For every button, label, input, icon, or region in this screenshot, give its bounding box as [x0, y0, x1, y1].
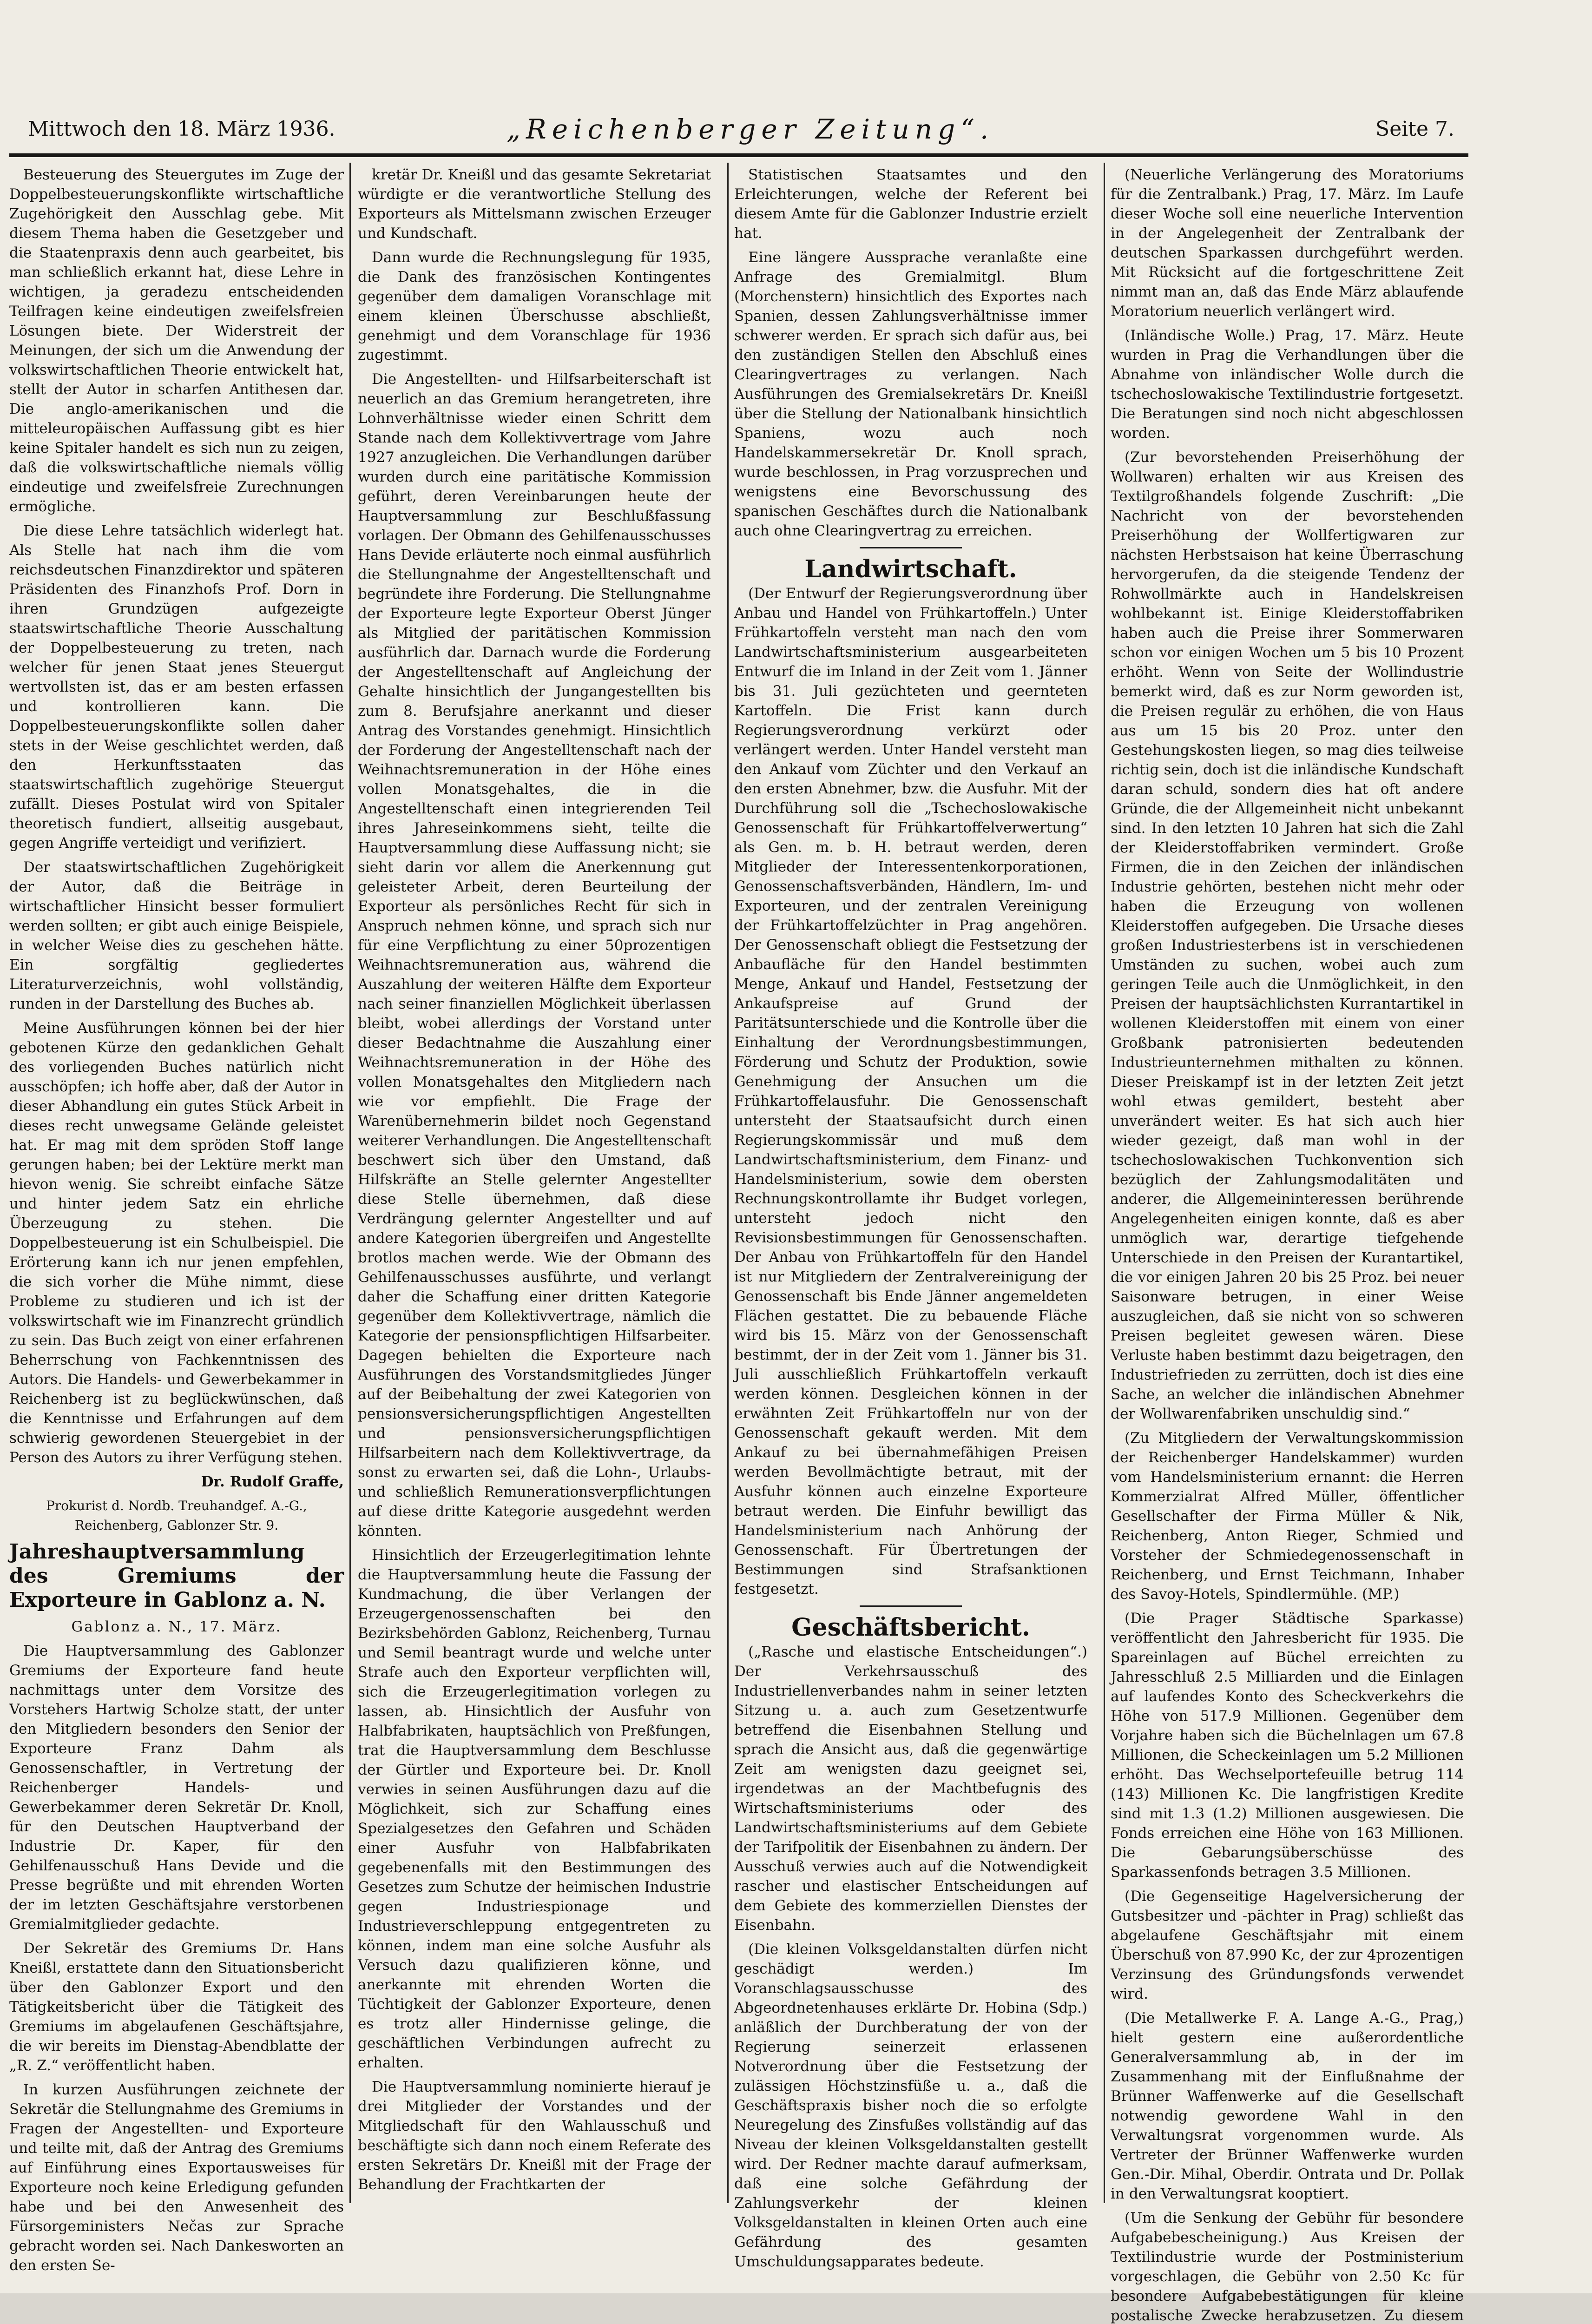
article-paragraph: Statistischen Staatsamtes und den Erleichterungen, welche der Referent bei diesem Amte für die Gablonzer Industrie erzielt hat. [734, 166, 1087, 242]
header-rule [9, 153, 1468, 157]
article-dateline: Gablonz a. N., 17. März. [71, 1618, 282, 1635]
author-affiliation: Prokurist d. Nordb. Treuhandgef. A.-G., Reichenberg, Gablonzer Str. 9. [46, 1498, 307, 1533]
column-3 [734, 165, 1087, 2270]
article-paragraph: (Die Metallwerke F. A. Lange A.-G., Prag,) hielt gestern eine außerordentliche Generalversammlung ab, in der im Zusammenhang mit der Einflußnahme der Brünner Waffenwerke auf die Gesellschaft notwendig gewordene Wahl in den Verwaltungsrat vorgenommen wurde. Als Vertreter der Brünner Waffenwerke wurden Gen.-Dir. Mihal, Oberdir. Ontrata und Dr. Pollak in den Verwaltungsrat kooptiert. [1111, 2010, 1464, 2202]
article-headline: Jahreshauptversammlung des Gremiums der Exporteure in Gablonz a. N. [9, 1540, 344, 1612]
column-2 [358, 165, 711, 2201]
article-paragraph: (Um die Senkung der Gebühr für besondere Aufgabebescheinigung.) Aus Kreisen der Textilindustrie wurde der Postministerium vorgeschlagen, die Gebühr von 2.50 Kc für besondere Aufgabebestätigungen für kleine postalische Zwecke herabzusetzen. Zu diesem [1111, 2210, 1464, 2324]
article-paragraph: Eine längere Aussprache veranlaßte eine Anfrage des Gremialmitgl. Blum (Morchenstern) hinsichtlich des Exportes nach Spanien, dessen Zahlungsverhältnisse immer schwerer werden. Er sprach sich dafür aus, bei den zuständigen Stellen den Abschluß eines Clearingvertrages zu verlangen. Nach Ausführungen des Gremialsekretärs Dr. Kneißl über die Stellung der Nationalbank hinsichtlich Spaniens, wozu auch noch Handelskammersekretär Dr. Knoll sprach, wurde beschlossen, in Prag vorzusprechen und wenigstens eine Bevorschussung des spanischen Geschäftes durch die Nationalbank auch ohne Clearingvertrag zu erreichen. [734, 249, 1087, 539]
author-signature: Dr. Rudolf Graffe, [201, 1473, 344, 1490]
article-paragraph: (Der Entwurf der Regierungsverordnung über Anbau und Handel von Frühkartoffeln.) Unter Frühkartoffeln versteht man nach den vom Landwirtschaftsministerium ausgearbeiteten Entwurf die im Inland in der Zeit vom 1. Jänner bis 31. Juli gezüchteten und geernteten Kartoffeln. Die Frist kann durch Regierungsverordnung verkürzt oder verlängert werden. Unter Handel versteht man den Ankauf vom Züchter und den Verkauf an den ersten Abnehmer, bzw. die Ausfuhr. Mit der Durchführung soll die „Tschechoslowakische Genossenschaft für Frühkartoffelverwertung“ als Gen. m. b. H. betraut werden, deren Mitglieder der Interessentenkorporationen, Genossenschaftsverbänden, Händlern, Im- und Exporteuren, und der zentralen Vereinigung der Frühkartoffelzüchter in Prag angehören. Der Genossenschaft obliegt die Festsetzung der Anbaufläche für den Handel bestimmten Menge, Ankauf und Handel, Festsetzung der Ankaufspreise auf Grund der Paritätsunterschiede und die Kontrolle über die Einhaltung der Verordnungsbestimmungen, Förderung und Schutz der Produktion, sowie Genehmigung der Ansuchen um die Frühkartoffelausfuhr. Die Genossenschaft untersteht der Staatsaufsicht durch einen Regierungskommissär und muß dem Landwirtschaftsministerium, dem Finanz- und Handelsministerium, sowie dem obersten Rechnungskontrollamte ihr Budget vorlegen, untersteht jedoch nicht den Revisionsbestimmungen für Genossenschaften. Der Anbau von Frühkartoffeln für den Handel ist nur Mitgliedern der Zentralvereinigung der Genossenschaft bis Ende Jänner angemeldeten Flächen gestattet. Die zu bebauende Fläche wird bis 15. März von der Genossenschaft bestimmt, der in der Zeit vom 1. Jänner bis 31. Juli ausschließlich Frühkartoffeln verkauft werden können. Desgleichen können in der erwähnten Zeit Frühkartoffeln nur von der Genossenschaft gekauft werden. Mit dem Ankauf zu bei übernahmefähigen Preisen werden Bevollmächtigte betraut, mit der Ausfuhr können auch einzelne Exporteure betraut werden. Die Einfuhr bewilligt das Handelsministerium nach Anhörung der Genossenschaft. Für Übertretungen der Bestimmungen sind Strafsanktionen festgesetzt. [734, 585, 1087, 1598]
article-paragraph: In kurzen Ausführungen zeichnete der Sekretär die Stellungnahme des Gremiums in Fragen der Angestellten- und Exporteure und teilte mit, daß der Antrag des Gremiums auf Einführung eines Exportausweises für Exporteure noch keine Erledigung gefunden habe und bei den Anwesenheit des Fürsorgeministers Nečas zur Sprache gebracht worden sei. Nach Dankesworten an den ersten Se- [9, 2081, 344, 2274]
section-heading-landwirtschaft: Landwirtschaft. [804, 555, 1017, 583]
article-paragraph: (Inländische Wolle.) Prag, 17. März. Heute wurden in Prag die Verhandlungen über die Abnahme von inländischer Wolle durch die tschechoslowakische Textilindustrie fortgesetzt. Die Beratungen sind noch nicht abgeschlossen worden. [1111, 327, 1464, 442]
article-paragraph: Meine Ausführungen können bei der hier gebotenen Kürze den gedanklichen Gehalt des vorliegenden Buches natürlich nicht ausschöpfen; ich hoffe aber, daß der Autor in dieser Abhandlung ein gutes Stück Arbeit in dieses recht unwegsame Gelände geleistet hat. Er mag mit dem spröden Stoff lange gerungen haben; bei der Lektüre merkt man hievon wenig. Sie schreibt einfache Sätze und hinter jedem Satz ein ehrliche Überzeugung zu stehen. Die Doppelbesteuerung ist ein Schulbeispiel. Die Erörterung kann ich nur jenen empfehlen, die sich vorher die Mühe nimmt, diese Probleme zu studieren und ich ist der volkswirtschaft wie im Finanzrecht gründlich zu sein. Das Buch zeigt von einer erfahrenen Beherrschung von Fachkenntnissen des Autors. Die Handels- und Gewerbekammer in Reichenberg ist zu beglückwünschen, daß die Kenntnisse und Erfahrungen auf dem schwierig gewordenen Steuergebiet in der Person des Autors zu ihrer Verfügung stehen. [9, 1020, 344, 1466]
article-paragraph: Hinsichtlich der Erzeugerlegitimation lehnte die Hauptversammlung heute die Fassung der Kundmachung, die über Verlangen der Erzeugergenossenschaften bei den Bezirksbehörden Gablonz, Reichenberg, Turnau und Semil beantragt wurde und welche unter Strafe auch den Exporteur verpflichten will, sich die Erzeugerlegitimation vorlegen zu lassen, ab. Hinsichtlich der Ausfuhr von Halbfabrikaten, hauptsächlich von Preßfungen, trat die Hauptversammlung dem Beschlusse der Gürtler und Exporteure bei. Dr. Knoll verwies in seinen Ausführungen dazu auf die Möglichkeit, sich zur Schaffung eines Spezialgesetzes den Gefahren und Schäden einer Ausfuhr von Halbfabrikaten gegebenenfalls mit den Bestimmungen des Gesetzes zum Schutze der heimischen Industrie gegen Industriespionage und Industrieverschleppung entgegentreten zu können, indem man eine solche Ausfuhr als Versuch dazu qualifizieren könne, und anerkannte mit ehrenden Worten die Tüchtigkeit der Gablonzer Exporteure, denen es trotz aller Hindernisse gelinge, die geschäftlichen Verbindungen aufrecht zu erhalten. [358, 1547, 711, 2071]
page-number: Seite 7. [1375, 117, 1454, 141]
article-paragraph: Die Hauptversammlung des Gablonzer Gremiums der Exporteure fand heute nachmittags unter dem Vorsitze des Vorstehers Hartwig Scholze statt, der unter den Mitgliedern besonders den Senior der Exporteure Franz Dahm als Genossenschaftler, in Vertretung der Reichenberger Handels- und Gewerbekammer deren Sekretär Dr. Knoll, für den Deutschen Hauptverband der Industrie Dr. Kaper, für den Gehilfenausschuß Hans Devide und die Presse begrüßte und mit ehrenden Worten der im letzten Geschäftsjahre verstorbenen Gremialmitglieder gedachte. [9, 1643, 344, 1933]
article-paragraph: (Die Prager Städtische Sparkasse) veröffentlicht den Jahresbericht für 1935. Die Spareinlagen auf Büchel erreichten zu Jahresschluß 2.5 Milliarden und die Einlagen auf laufendes Konto des Scheckverkehrs die Höhe von 517.9 Millionen. Gegenüber dem Vorjahre haben sich die Büchelnlagen um 67.8 Millionen, die Scheckeinlagen um 5.2 Millionen erhöht. Das Wechselportefeuille betrug 114 (143) Millionen Kc. Die langfristigen Kredite sind mit 1.3 (1.2) Millionen ausgewiesen. Die Fonds erreichen eine Höhe von 163 Millionen. Die Gebarungsüberschüsse des Sparkassenfonds betragen 3.5 Millionen. [1111, 1610, 1464, 1881]
article-paragraph: Dann wurde die Rechnungslegung für 1935, die Dank des französischen Kontingentes gegenüber dem damaligen Voranschlage mit einem kleinen Überschusse abschließt, genehmigt und dem Voranschlage für 1936 zugestimmt. [358, 249, 711, 363]
article-paragraph: Die Angestellten- und Hilfsarbeiterschaft ist neuerlich an das Gremium herangetreten, ihre Lohnverhältnisse wieder einen Schritt dem Stande nach dem Kollektivvertrage vom Jahre 1927 anzugleichen. Die Verhandlungen darüber wurden durch eine paritätische Kommission geführt, deren Vereinbarungen heute der Hauptversammlung zur Beschlußfassung vorlagen. Der Obmann des Gehilfenausschusses Hans Devide erläuterte noch einmal ausführlich die Stellungnahme der Angestelltenschaft und begründete ihre Forderung. Die Stellungnahme der Exporteure legte Exporteur Oberst Jünger als Mitglied der paritätischen Kommission ausführlich dar. Darnach wurde die Forderung der Angestelltenschaft auf Angleichung der Gehalte hinsichtlich der Jungangestellten bis zum 8. Berufsjahre anerkannt und dieser Antrag des Vorstandes genehmigt. Hinsichtlich der Forderung der Angestelltenschaft nach der Weihnachtsremuneration in der Höhe eines vollen Monatsgehaltes, die in die Angestelltenschaft einen integrierenden Teil ihres Jahreseinkommens sieht, teilte die Hauptversammlung diese Auffassung nicht; sie sieht darin vor allem die Anerkennung gut geleisteter Arbeit, deren Beurteilung der Exporteur als persönliches Recht für sich in Anspruch nehmen könne, und sprach sich nur für eine Verpflichtung zu einer 50prozentigen Weihnachtsremuneration aus, während die Auszahlung der weiteren Hälfte dem Exporteur nach seiner finanziellen Möglichkeit überlassen bleibt, wobei allerdings der Vorstand unter dieser Bedachtnahme die Auszahlung einer Weihnachtsremuneration in der Höhe des vollen Monatsgehaltes den Mitgliedern nach wie vor empfiehlt. Die Frage der Warenübernehmerin bildet noch Gegenstand weiterer Verhandlungen. Die Angestelltenschaft beschwert sich über den Umstand, daß Hilfskräfte an Stelle gelernter Angestellter diese Stelle übernehmen, daß diese Verdrängung gelernter Angestellter und auf andere Kategorien übergreifen und Angestellte brotlos machen werde. Wie der Obmann des Gehilfenausschusses ausführte, und verlangt daher die Schaffung einer dritten Kategorie gegenüber dem Kollektivvertrage, nämlich die Kategorie der pensionspflichtigen Hilfsarbeiter. Dagegen behielten die Exporteure nach Ausführungen des Vorstandsmitgliedes Jünger auf der Beibehaltung der zwei Kategorien von pensionsversicherungspflichtigen Angestellten und pensionsversicherungspflichtigen Hilfsarbeitern nach dem Kollektivvertrage, da sonst zu erwarten sei, daß die Lohn-, Urlaubs- und schließlich Remunerationsverpflichtungen auf diese dritte Kategorie ausgedehnt werden könnten. [358, 371, 711, 1539]
article-paragraph: Die diese Lehre tatsächlich widerlegt hat. Als Stelle hat nach ihm die vom reichsdeutschen Finanzdirektor und späteren Präsidenten des Finanzhofs Prof. Dorn in ihren Grundzügen aufgezeigte staatswirtschaftliche Theorie Ausschaltung der Doppelbesteuerung zu treten, nach welcher für jenen Staat jenes Steuergut wertvollsten ist, das er am besten erfassen und kontrollieren kann. Die Doppelbesteuerungskonflikte sollen daher stets in der Weise geschlichtet werden, daß den Herkunftsstaaten das staatswirtschaftlich zugehörige Steuergut zufällt. Dieses Postulat wird von Spitaler theoretisch fundiert, allseitig ausgebaut, gegen Angriffe verteidigt und verifiziert. [9, 522, 344, 852]
article-paragraph: (Neuerliche Verlängerung des Moratoriums für die Zentralbank.) Prag, 17. März. Im Laufe dieser Woche soll eine neuerliche Intervention in der Angelegenheit der Zentralbank der deutschen Sparkassen durchgeführt werden. Mit Rücksicht auf die fortgeschrittene Zeit nimmt man an, daß das Ende März ablaufende Moratorium neuerlich verlängert wird. [1111, 166, 1464, 320]
article-paragraph: (Die kleinen Volksgeldanstalten dürfen nicht geschädigt werden.) Im Voranschlagsausschusse des Abgeordnetenhauses erklärte Dr. Hobina (Sdp.) anläßlich der Durchberatung der von der Regierung seinerzeit erlassenen Notverordnung über die Festsetzung der zulässigen Höchstzinsfüße u. a., daß die Geschäftspraxis bisher noch die so erfolgte Neuregelung des Zinsfußes vollständig auf das Niveau der kleinen Volksgeldanstalten gestellt wird. Der Redner machte darauf aufmerksam, daß eine solche Gefährdung der Zahlungsverkehr der kleinen Volksgeldanstalten in kleinen Orten auch eine Gefährdung des gesamten Umschuldungsapparates bedeute. [734, 1941, 1087, 2270]
newspaper-title: „Reichenberger Zeitung“. [507, 113, 994, 145]
article-paragraph: Der Sekretär des Gremiums Dr. Hans Kneißl, erstattete dann den Situationsbericht über den Gablonzer Export und den Tätigkeitsbericht über die Tätigkeit des Gremiums im abgelaufenen Geschäftsjahre, die wir bereits im Dienstag-Abendblatte der „R. Z.“ veröffentlicht haben. [9, 1940, 344, 2074]
article-paragraph: („Rasche und elastische Entscheidungen“.) Der Verkehrsausschuß des Industriellenverbandes nahm in seiner letzten Sitzung u. a. auch zum Gesetzentwurfe betreffend die Eisenbahnen Stellung und sprach die Ansicht aus, daß die gegenwärtige Zeit am wenigsten dazu geeignet sei, irgendetwas an der Machtbefugnis des Wirtschaftsministeriums oder des Landwirtschaftsministeriums auf dem Gebiete der Tarifpolitik der Eisenbahnen zu ändern. Der Ausschuß verwies auch auf die Notwendigkeit rascher und elastischer Entscheidungen auf dem Gebiete des kommerziellen Dienstes der Eisenbahn. [734, 1644, 1087, 1934]
column-divider [1104, 163, 1105, 2203]
article-paragraph: (Die Gegenseitige Hagelversicherung der Gutsbesitzer und -pächter in Prag) schließt das abgelaufene Geschäftsjahr mit einem Überschuß von 87.990 Kc, der zur 4prozentigen Verzinsung des Gründungsfonds verwendet wird. [1111, 1888, 1464, 2002]
page-header [14, 111, 1459, 152]
column-1 [9, 165, 344, 2274]
section-rule [860, 1605, 962, 1607]
article-paragraph: Besteuerung des Steuergutes im Zuge der Doppelbesteuerungskonflikte wirtschaftliche Zugehörigkeit den Ausschlag gebe. Mit diesem Thema haben die Gesetzgeber und die Staatenpraxis denn auch gearbeitet, bis man schließlich erkannt hat, diese Lehre in wichtigen, ja geradezu entscheidenden Teilfragen keine eindeutigen zweifelsfreien Lösungen biete. Der Widerstreit der Meinungen, der sich um die Anwendung der volkswirtschaftlichen Theorie entwickelt hat, stellt der Autor in scharfen Antithesen dar. Die anglo-amerikanischen und die mitteleuropäischen Auffassung gibt es hier keine Spitaler handelt es sich nun zu zeigen, daß die volkswirtschaftliche niemals völlig eindeutige und zweifelsfreie Zurechnungen ermögliche. [9, 166, 344, 515]
article-paragraph: kretär Dr. Kneißl und das gesamte Sekretariat würdigte er die verantwortliche Stellung des Exporteurs als Mittelsmann zwischen Erzeuger und Kundschaft. [358, 166, 711, 242]
column-divider [727, 163, 729, 2203]
article-paragraph: Die Hauptversammlung nominierte hierauf je drei Mitglieder der Vorstandes und der Mitgliedschaft für den Wahlausschuß und beschäftigte sich dann noch einem Referate des ersten Sekretärs Dr. Kneißl mit der Frage der Behandlung der Frachtkarten der [358, 2079, 711, 2193]
column-divider [349, 163, 351, 2203]
article-paragraph: (Zu Mitgliedern der Verwaltungskommission der Reichenberger Handelskammer) wurden vom Handelsministerium ernannt: die Herren Kommerzialrat Alfred Müller, öffentlicher Gesellschafter der Firma Müller & Nik, Reichenberg, Anton Rieger, Schmied und Vorsteher der Schmiedegenossenschaft in Reichenberg, und Ernst Teichmann, Inhaber des Savoy-Hotels, Spindlermühle. (MP.) [1111, 1430, 1464, 1603]
section-heading-geschaeftsbericht: Geschäftsbericht. [791, 1613, 1030, 1642]
article-paragraph: Der staatswirtschaftlichen Zugehörigkeit der Autor, daß die Beiträge in wirtschaftlicher Hinsicht besser formuliert werden sollten; er gibt auch einige Beispiele, in welcher Weise dies zu geschehen hätte. Ein sorgfältig gegliedertes Literaturverzeichnis, wohl vollständig, runden in der Darstellung des Buches ab. [9, 859, 344, 1012]
section-rule [860, 547, 962, 548]
article-paragraph: (Zur bevorstehenden Preiserhöhung der Wollwaren) erhalten wir aus Kreisen des Textilgroßhandels folgende Zuschrift: „Die Nachricht von der bevorstehenden Preiserhöhung der Wollfertigwaren zur nächsten Herbstsaison hat keine Überraschung hervorgerufen, da die steigende Tendenz der Rohwollmärkte auch in Handelskreisen wohlbekannt ist. Einige Kleiderstoffabriken haben auch die Preise ihrer Sommerwaren schon vor einigen Wochen um 5 bis 10 Prozent erhöht. Wenn von Seite der Wollindustrie bemerkt wird, daß es zur Norm geworden ist, die Preisen regulär zu erhöhen, die von Haus aus um 15 bis 20 Proz. unter den Gestehungskosten liegen, so mag dies teilweise richtig sein, doch ist die inländische Kundschaft daran schuld, sondern dies hat oft andere Gründe, die der Allgemeinheit nicht unbekannt sind. In den letzten 10 Jahren hat sich die Zahl der Kleiderstoffabriken vermindert. Große Firmen, die in den Zeichen der inländischen Industrie gehörten, bestehen nicht mehr oder haben die Erzeugung von wollenen Kleiderstoffen aufgegeben. Die Ursache dieses großen Industriesterbens ist in verschiedenen Umständen zu suchen, wobei auch zum geringen Teile auch die Unmöglichkeit, in den Preisen der hauptsächlichsten Kurrantartikel in wollenen Kleiderstoffen mit einem von einer Großbank patronisierten bedeutenden Industrieunternehmen mithalten zu können. Dieser Preiskampf ist in der letzten Zeit jetzt wohl etwas gemildert, besteht aber unverändert weiter. Es hat sich auch hier wieder gezeigt, daß man wohl in der tschechoslowakischen Tuchkonvention sich bezüglich der Zahlungsmodalitäten und anderer, die Allgemeininteressen berührende Angelegenheiten einigen konnte, daß es aber unmöglich war, derartige tiefgehende Unterschiede in den Preisen der Kurantartikel, die vor einigen Jahren 20 bis 25 Proz. bei neuer Saisonware betrugen, in einer Weise auszugleichen, daß sie nicht von so schweren Preisen begleitet gewesen wären. Diese Verluste haben bestimmt dazu beigetragen, den Industriefrieden zu zerrütten, doch ist dies eine Sache, an welcher die inländischen Abnehmer der Wollwarenfabriken unschuldig sind.“ [1111, 449, 1464, 1422]
header-date: Mittwoch den 18. März 1936. [28, 117, 336, 141]
column-4 [1111, 165, 1464, 2324]
